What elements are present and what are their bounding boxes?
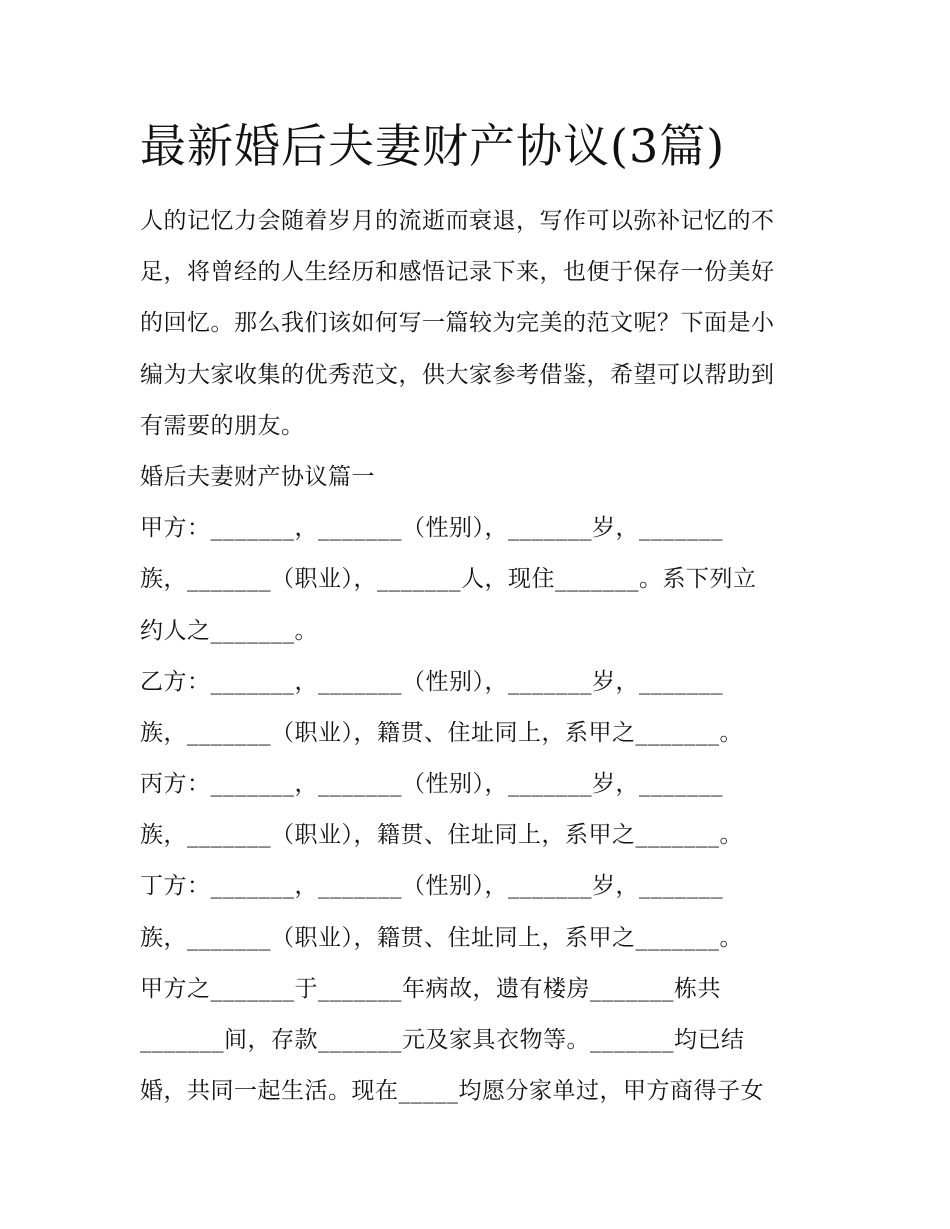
document-body bbox=[140, 196, 820, 1117]
text-line: 族，_______（职业），籍贯、住址同上，系甲之_______。 bbox=[140, 719, 743, 746]
text-line: 丁方：_______，_______（性别），_______岁，_______ bbox=[140, 873, 723, 900]
document-title: 最新婚后夫妻财产协议(3篇) bbox=[140, 119, 726, 173]
text-line: 的回忆。那么我们该如何写一篇较为完美的范文呢？下面是小 bbox=[140, 310, 775, 337]
text-line: 甲方之_______于_______年病故，遗有楼房_______栋共 bbox=[140, 975, 721, 1002]
text-line: 丙方：_______，_______（性别），_______岁，_______ bbox=[140, 771, 723, 798]
text-line: _______间，存款_______元及家具衣物等。_______均已结 bbox=[140, 1027, 745, 1053]
text-line: 族，_______（职业），籍贯、住址同上，系甲之_______。 bbox=[140, 822, 743, 849]
text-line: 婚，共同一起生活。现在_____均愿分家单过，甲方商得子女 bbox=[140, 1078, 764, 1105]
text-line: 族，_______（职业），_______人，现住_______。系下列立 bbox=[140, 566, 757, 593]
text-line: 编为大家收集的优秀范文，供大家参考借鉴，希望可以帮助到 bbox=[140, 361, 775, 388]
section-heading: 婚后夫妻财产协议篇一 bbox=[140, 463, 375, 490]
text-line: 足，将曾经的人生经历和感悟记录下来，也便于保存一份美好 bbox=[140, 259, 775, 286]
text-line: 人的记忆力会随着岁月的流逝而衰退，写作可以弥补记忆的不 bbox=[140, 208, 775, 234]
text-line: 乙方：_______，_______（性别），_______岁，_______ bbox=[140, 668, 723, 695]
text-line: 约人之_______。 bbox=[140, 617, 318, 644]
text-line: 族，_______（职业），籍贯、住址同上，系甲之_______。 bbox=[140, 924, 743, 951]
text-line: 有需要的朋友。 bbox=[140, 412, 305, 439]
text-line: 甲方：_______，_______（性别），_______岁，_______ bbox=[140, 515, 723, 542]
